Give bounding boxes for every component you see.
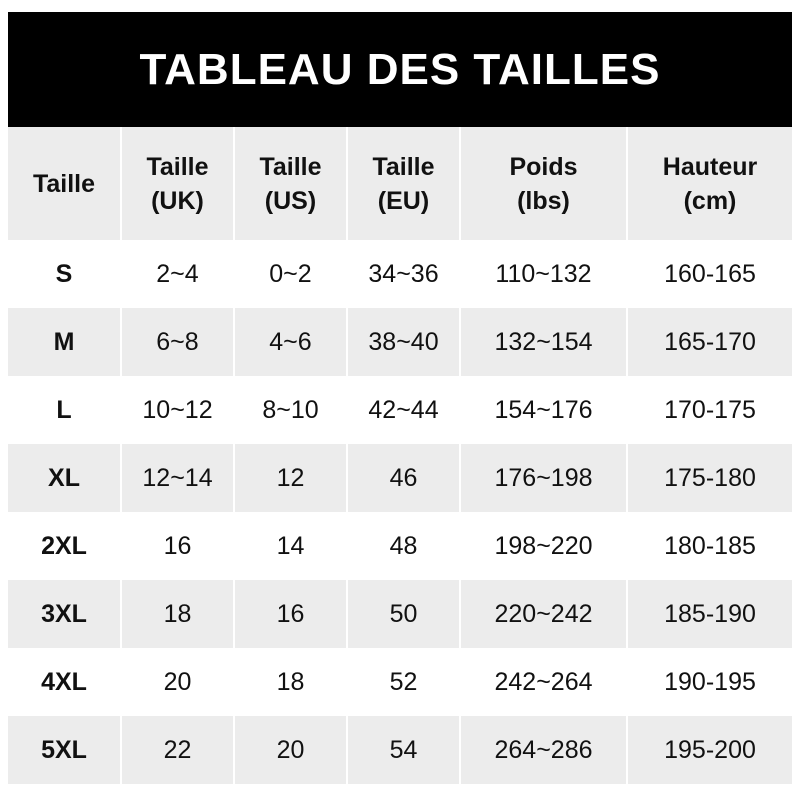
cell-eu: 46 xyxy=(348,444,461,512)
cell-us: 14 xyxy=(235,512,348,580)
header-label: Taille xyxy=(146,152,209,181)
header-label: Poids xyxy=(509,152,578,181)
header-unit: (UK) xyxy=(151,186,204,215)
cell-weight: 220~242 xyxy=(461,580,628,648)
cell-height: 180-185 xyxy=(664,531,756,560)
cell-weight: 176~198 xyxy=(461,444,628,512)
header-weight xyxy=(461,127,628,240)
table-row xyxy=(8,512,792,580)
cell-weight: 154~176 xyxy=(461,376,628,444)
cell-uk: 18 xyxy=(122,580,235,648)
cell-eu: 54 xyxy=(348,716,461,784)
cell-height: 170-175 xyxy=(664,395,756,424)
cell-weight: 264~286 xyxy=(461,716,628,784)
cell-us: 16 xyxy=(235,580,348,648)
cell-size: 5XL xyxy=(8,716,122,784)
cell-size: 4XL xyxy=(8,648,122,716)
cell-eu: 42~44 xyxy=(348,376,461,444)
header-label: Hauteur xyxy=(662,152,758,181)
header-size-us xyxy=(235,127,348,240)
table-row xyxy=(8,376,792,444)
cell-height: 185-190 xyxy=(664,599,756,628)
table-row xyxy=(8,716,792,784)
cell-eu: 52 xyxy=(348,648,461,716)
header-row xyxy=(8,127,792,240)
table-body xyxy=(8,240,792,784)
cell-size: L xyxy=(8,376,122,444)
cell-eu: 50 xyxy=(348,580,461,648)
cell-us: 8~10 xyxy=(235,376,348,444)
cell-height: 190-195 xyxy=(664,667,756,696)
header-size-eu xyxy=(348,127,461,240)
cell-eu: 34~36 xyxy=(348,240,461,308)
cell-us: 4~6 xyxy=(235,308,348,376)
cell-uk: 6~8 xyxy=(122,308,235,376)
cell-height: 160-165 xyxy=(664,259,756,288)
cell-uk: 16 xyxy=(122,512,235,580)
size-chart xyxy=(8,12,792,784)
cell-uk: 2~4 xyxy=(122,240,235,308)
cell-weight: 242~264 xyxy=(461,648,628,716)
cell-us: 18 xyxy=(235,648,348,716)
page-title: TABLEAU DES TAILLES xyxy=(139,44,661,94)
header-label: Taille xyxy=(372,152,435,181)
cell-us: 20 xyxy=(235,716,348,784)
cell-us: 12 xyxy=(235,444,348,512)
cell-weight: 110~132 xyxy=(461,240,628,308)
cell-size: S xyxy=(8,240,122,308)
header-height xyxy=(628,127,792,240)
header-label: Taille xyxy=(259,152,322,181)
header-size-uk xyxy=(122,127,235,240)
table-row xyxy=(8,580,792,648)
header-unit: (cm) xyxy=(683,186,737,215)
header-unit: (EU) xyxy=(377,186,430,215)
cell-uk: 12~14 xyxy=(122,444,235,512)
cell-us: 0~2 xyxy=(235,240,348,308)
table-row xyxy=(8,444,792,512)
table-row xyxy=(8,308,792,376)
cell-weight: 198~220 xyxy=(461,512,628,580)
header-unit: (lbs) xyxy=(517,186,570,215)
header-label: Taille xyxy=(32,169,96,198)
cell-uk: 22 xyxy=(122,716,235,784)
cell-size: 2XL xyxy=(8,512,122,580)
header-size xyxy=(8,127,122,240)
cell-weight: 132~154 xyxy=(461,308,628,376)
cell-height: 195-200 xyxy=(664,735,756,764)
table-header xyxy=(8,127,792,240)
header-unit: (US) xyxy=(264,186,317,215)
cell-size: M xyxy=(8,308,122,376)
cell-uk: 20 xyxy=(122,648,235,716)
cell-uk: 10~12 xyxy=(122,376,235,444)
title-bar xyxy=(8,12,792,127)
cell-size: XL xyxy=(8,444,122,512)
table-row xyxy=(8,240,792,308)
cell-eu: 38~40 xyxy=(348,308,461,376)
cell-height: 165-170 xyxy=(664,327,756,356)
size-table xyxy=(8,127,792,784)
cell-height: 175-180 xyxy=(664,463,756,492)
cell-size: 3XL xyxy=(8,580,122,648)
cell-eu: 48 xyxy=(348,512,461,580)
table-row xyxy=(8,648,792,716)
